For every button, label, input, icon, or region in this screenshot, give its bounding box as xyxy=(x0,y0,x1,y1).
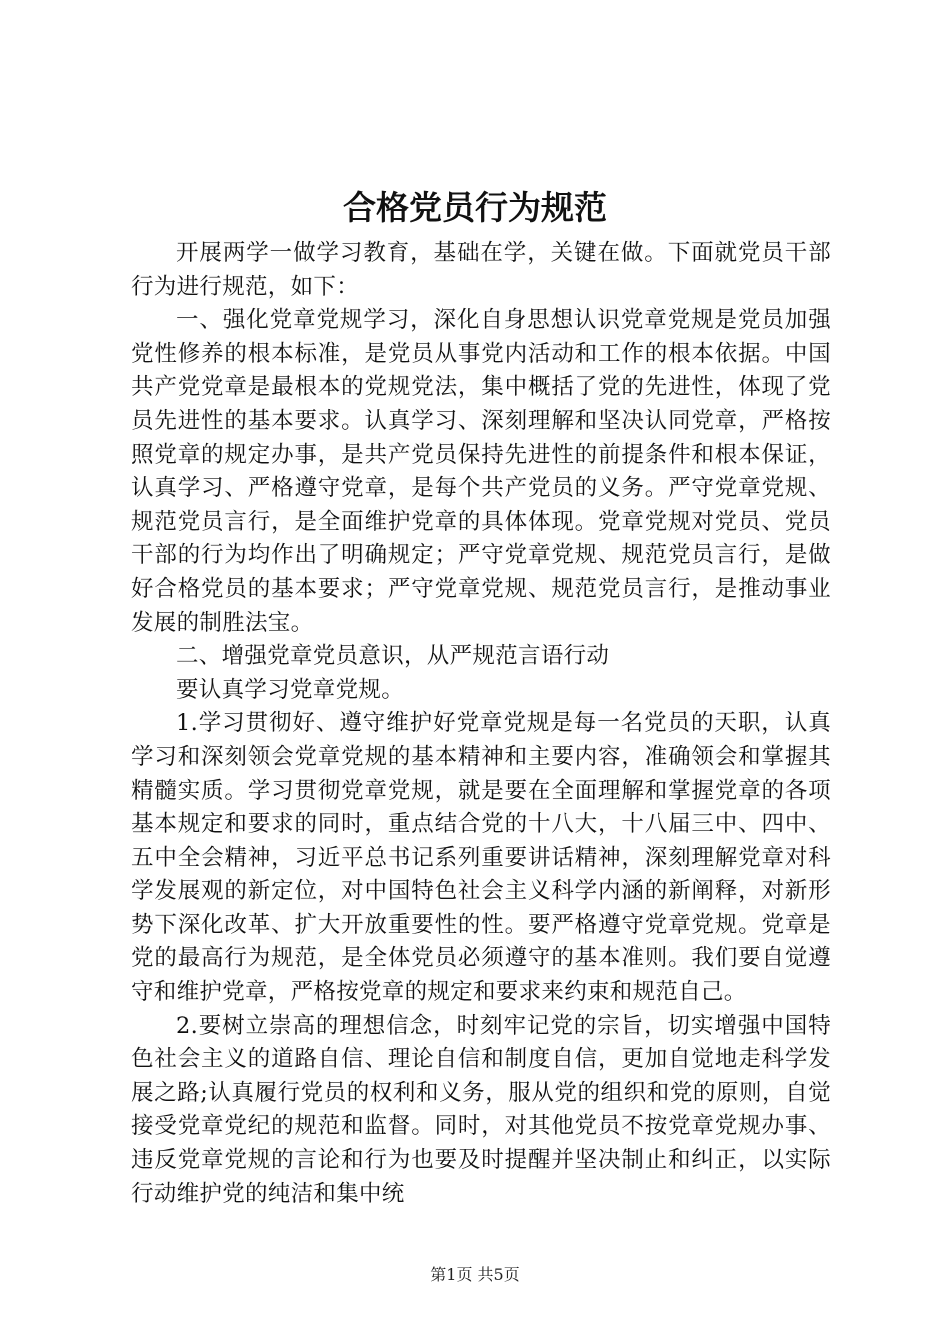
paragraph-study-party-rules: 要认真学习党章党规。 xyxy=(176,676,405,703)
paragraph-item-one: 1.学习贯彻好、遵守维护好党章党规是每一名党员的天职，认真学习和深刻领会党章党规的基本精神和主要内容，准确领会和掌握其精髓实质。学习贯彻党章党规，就是要在全面理解和掌握党章的各项基本规定和要求的同时，重点结合党的十八大，十八届三中、四中、五中全会精神，习近平总书记系列重要讲话精神，深刻理解党章对科学发展观的新定位，对中国特色社会主义科学内涵的新阐释，对新形势下深化改革、扩大开放重要性的性。要严格遵守党章党规。党章是党的最高行为规范，是全体党员必须遵守的基本准则。我们要自觉遵守和维护党章，严格按党章的规定和要求来约束和规范自己。 xyxy=(131,710,831,1006)
page-number-footer: 第1页 共5页 xyxy=(430,1265,520,1284)
paragraph-item-two: 2.要树立崇高的理想信念，时刻牢记党的宗旨，切实增强中国特色社会主义的道路自信、理论自信和制度自信，更加自觉地走科学发展之路;认真履行党员的权利和义务，服从党的组织和党的原则，自觉接受党章党纪的规范和监督。同时，对其他党员不按党章党规办事、违反党章党规的言论和行为也要及时提醒并坚决制止和纠正，以实际行动维护党的纯洁和集中统 xyxy=(131,1012,831,1207)
paragraph-section-one: 一、强化党章党规学习，深化自身思想认识党章党规是党员加强党性修养的根本标准，是党员从事党内活动和工作的根本依据。中国共产党党章是最根本的党规党法，集中概括了党的先进性，体现了党员先进性的基本要求。认真学习、深刻理解和坚决认同党章，严格按照党章的规定办事，是共产党员保持先进性的前提条件和根本保证，认真学习、严格遵守党章，是每个共产党员的义务。严守党章党规、规范党员言行，是全面维护党章的具体体现。党章党规对党员、党员干部的行为均作出了明确规定；严守党章党规、规范党员言行，是做好合格党员的基本要求；严守党章党规、规范党员言行，是推动事业发展的制胜法宝。 xyxy=(131,307,831,636)
document-body xyxy=(131,237,831,1211)
paragraph-section-two-heading: 二、增强党章党员意识，从严规范言语行动 xyxy=(176,643,610,670)
document-title: 合格党员行为规范 xyxy=(343,188,607,227)
paragraph-intro: 开展两学一做学习教育，基础在学，关键在做。下面就党员干部行为进行规范，如下： xyxy=(131,240,831,300)
